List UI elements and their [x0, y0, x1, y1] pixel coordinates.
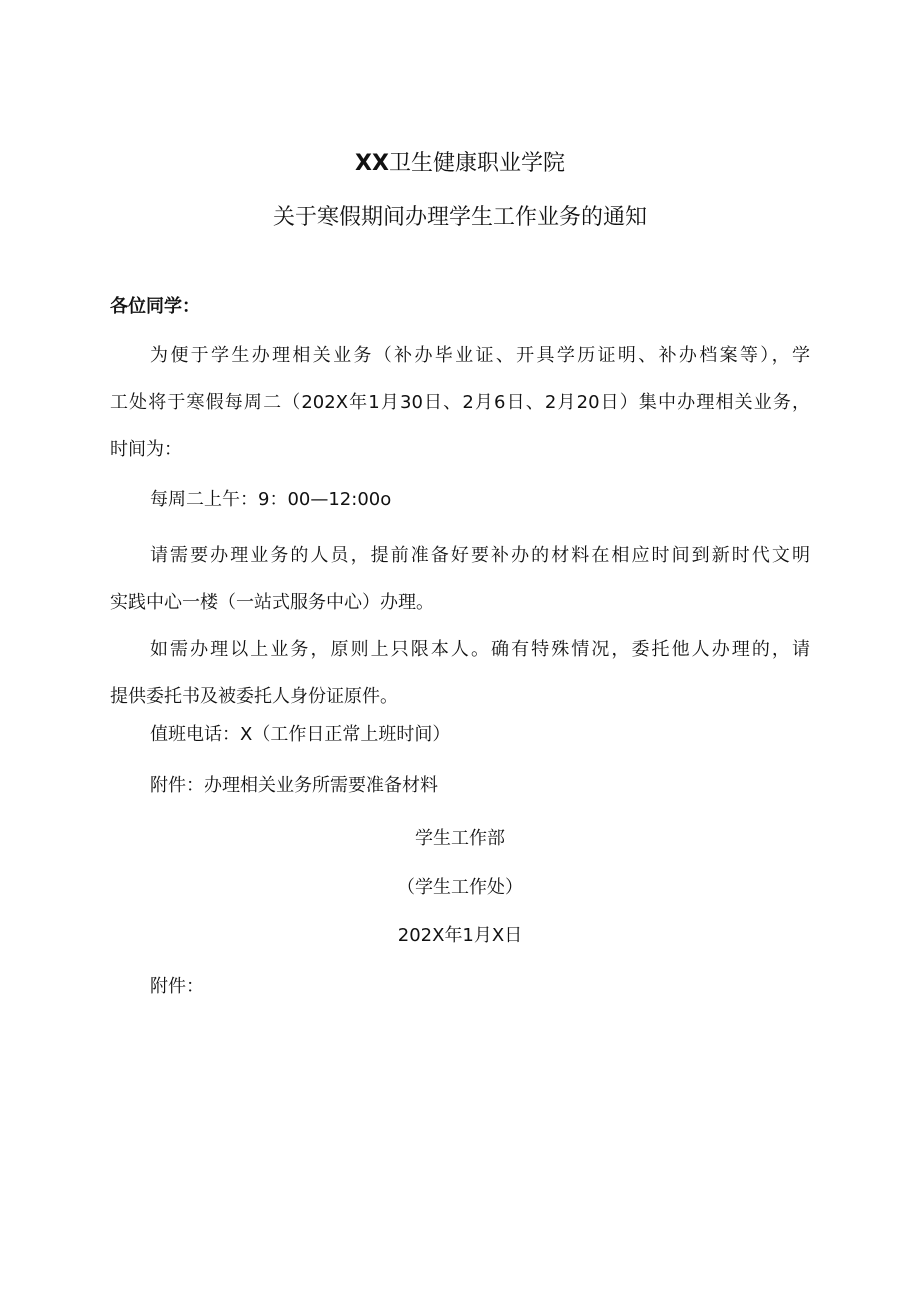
signature-office: （学生工作处） [397, 877, 523, 898]
attachment-note: 附件：办理相关业务所需要准备材料 [150, 775, 438, 796]
attachment-heading: 附件： [150, 976, 204, 997]
paragraph-line: 提供委托书及被委托人身份证原件。 [110, 686, 398, 707]
paragraph-line: 为便于学生办理相关业务（补办毕业证、开具学历证明、补办档案等），学 [150, 345, 810, 366]
paragraph-proxy [110, 626, 810, 720]
paragraph-line: 工处将于寒假每周二（202X年1月30日、2月6日、2月20日）集中办理相关业务， [110, 392, 810, 413]
paragraph-line: 实践中心一楼（一站式服务中心）办理。 [110, 592, 434, 613]
paragraph-purpose [110, 332, 810, 473]
school-title [0, 146, 920, 177]
paragraph-location [110, 532, 810, 626]
notice-title: 关于寒假期间办理学生工作业务的通知 [272, 205, 647, 230]
duty-phone: 值班电话：X（工作日正常上班时间） [150, 724, 451, 745]
school-title-name: 卫生健康职业学院 [388, 151, 565, 176]
paragraph-line: 如需办理以上业务，原则上只限本人。确有特殊情况，委托他人办理的，请 [150, 639, 810, 660]
schedule-line: 每周二上午：9：00—12:00o [150, 489, 392, 510]
paragraph-line: 请需要办理业务的人员，提前准备好要补办的材料在相应时间到新时代文明 [150, 545, 810, 566]
signature-date: 202X年1月X日 [397, 925, 523, 946]
school-title-prefix: XX [355, 151, 389, 176]
signature-department: 学生工作部 [415, 828, 505, 849]
paragraph-line: 时间为： [110, 439, 182, 460]
salutation: 各位同学： [110, 296, 200, 317]
